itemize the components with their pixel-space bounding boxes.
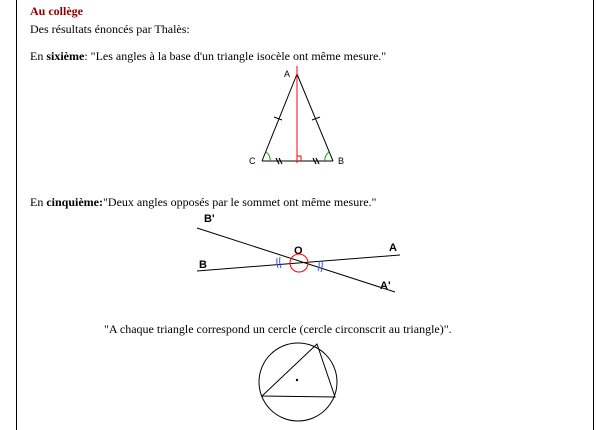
label-b-pt: B <box>199 259 207 271</box>
statement-circumcircle: "A chaque triangle correspond un cercle (cercle circonscrit au triangle)". <box>104 322 452 336</box>
label-a-pt: A <box>389 242 397 254</box>
statement-prefix: En <box>30 49 47 63</box>
circumcircle <box>259 343 337 421</box>
intro-text: Des résultats énoncés par Thalès: <box>30 22 190 36</box>
label-bprime: B' <box>204 213 215 225</box>
statement-text: : "Les angles à la base d'un triangle isocèle ont même mesure." <box>84 49 387 63</box>
label-b: B <box>338 156 345 166</box>
section-heading: Au collège <box>30 4 83 18</box>
circumcenter-dot <box>296 379 298 381</box>
statement-prefix: En <box>30 195 47 209</box>
label-aprime: A' <box>380 280 391 292</box>
label-o: O <box>294 245 303 257</box>
level-label: sixième <box>46 49 85 63</box>
level-label: cinquième: <box>46 195 104 209</box>
label-c: C <box>249 156 256 166</box>
statement-text: "Deux angles opposés par le sommet ont même mesure." <box>103 195 377 209</box>
label-a: A <box>284 69 291 79</box>
